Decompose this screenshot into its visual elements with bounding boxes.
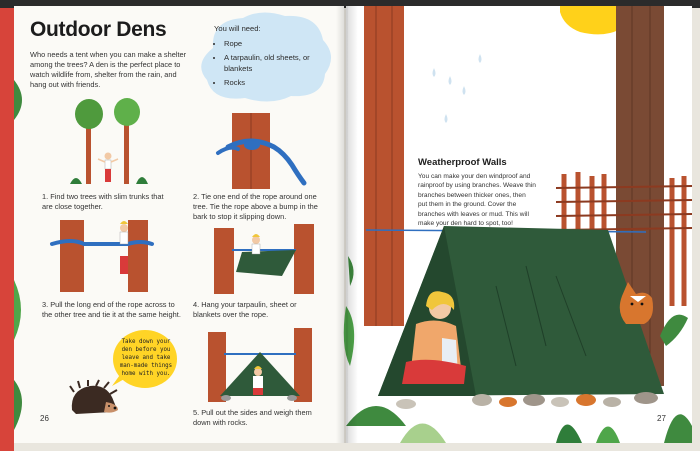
rope-between-trees-illustration (48, 214, 158, 294)
page-title: Outdoor Dens (30, 18, 167, 41)
weatherproof-walls-heading: Weatherproof Walls (418, 157, 507, 168)
book-gutter (336, 6, 358, 443)
speech-bubble-text: Take down your den before you leave and take man-made things home with you. (119, 339, 173, 377)
weatherproof-walls-text: You can make your den windproof and rainproof by using branches. Weave thin branches between thicker ones, then put them in the ground. Cover the branches with leaves or mud. This will make your den hard to spot, too! (418, 173, 536, 228)
book-cover-edge (0, 0, 14, 451)
step-1: 1. Find two trees with slim trunks that are close together. (42, 192, 164, 211)
left-edge-leaves (14, 80, 30, 440)
needs-box (214, 24, 324, 93)
step-2: 2. Tie one end of the rope around one tree. Tie the rope above a bump in the bark to stop it slipping down. (193, 192, 318, 221)
needs-item: • Rocks (224, 78, 324, 89)
needs-item: • Rope (224, 39, 324, 50)
needs-heading: You will need: (214, 24, 261, 33)
step-4: 4. Hang your tarpaulin, sheet or blankets over the rope. (193, 300, 297, 319)
intro-text: Who needs a tent when you can make a shelter among the trees? A den is the perfect place to watch wildlife from, shelter from the rain, and hang out with friends. (30, 50, 187, 89)
page-number-right: 27 (657, 414, 666, 423)
rope-tied-trunk-illustration (214, 113, 306, 189)
page-number-left: 26 (40, 414, 49, 423)
hedgehog-icon (68, 380, 120, 418)
hang-tarpaulin-illustration (212, 218, 316, 296)
needs-list (214, 39, 324, 89)
needs-item: • A tarpaulin, old sheets, or blankets (224, 53, 324, 74)
step-3: 3. Pull the long end of the rope across to the other tree and tie it at the same height. (42, 300, 181, 319)
step-5: 5. Pull out the sides and weigh them down with rocks. (193, 408, 312, 427)
finished-den-illustration (206, 326, 318, 404)
two-trees-illustration (70, 96, 150, 188)
